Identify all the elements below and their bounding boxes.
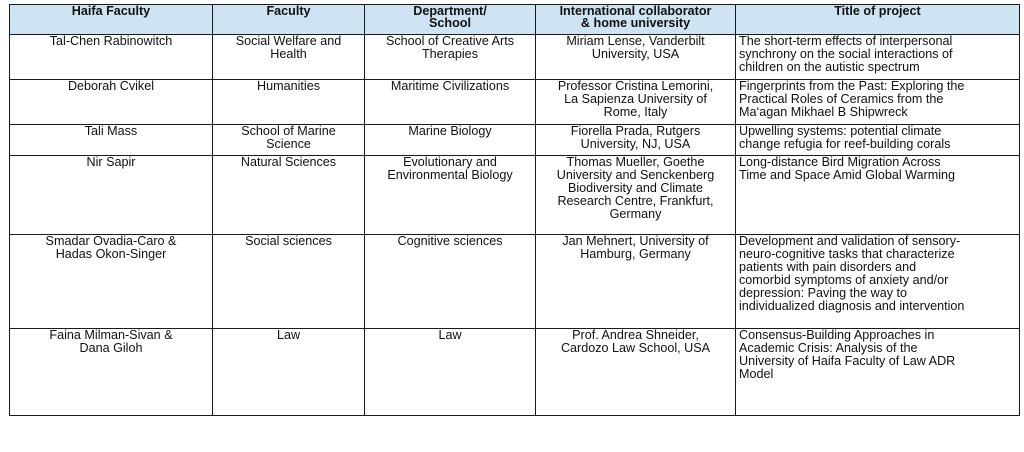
- table-row: [10, 35, 1020, 80]
- cell-faculty: School of Marine Science: [213, 125, 365, 156]
- cell-collaborator: Thomas Mueller, Goethe University and Senckenberg Biodiversity and Climate Research Centre, Frankfurt, Germany: [536, 156, 736, 235]
- cell-department: Marine Biology: [365, 125, 536, 156]
- cell-haifa-faculty: Nir Sapir: [10, 156, 213, 235]
- table-row: [10, 80, 1020, 125]
- cell-faculty: Social Welfare and Health: [213, 35, 365, 80]
- header-collaborator: International collaborator & home university: [536, 5, 736, 35]
- cell-title: Long-distance Bird Migration Across Time and Space Amid Global Warming: [736, 156, 1020, 235]
- cell-faculty: Humanities: [213, 80, 365, 125]
- cell-faculty: Natural Sciences: [213, 156, 365, 235]
- cell-faculty: Social sciences: [213, 235, 365, 329]
- table-row: [10, 125, 1020, 156]
- table-header-row: [10, 5, 1020, 35]
- table-row: [10, 235, 1020, 329]
- cell-faculty: Law: [213, 329, 365, 416]
- header-department: Department/ School: [365, 5, 536, 35]
- cell-haifa-faculty: Tali Mass: [10, 125, 213, 156]
- cell-collaborator: Jan Mehnert, University of Hamburg, Germany: [536, 235, 736, 329]
- cell-department: Evolutionary and Environmental Biology: [365, 156, 536, 235]
- cell-title: Development and validation of sensory- neuro-cognitive tasks that characterize patients with pain disorders and comorbid symptoms of anxiety and/or depression: Paving the way to individualized diagnosis and intervention: [736, 235, 1020, 329]
- cell-collaborator: Miriam Lense, Vanderbilt University, USA: [536, 35, 736, 80]
- cell-haifa-faculty: Smadar Ovadia-Caro & Hadas Okon-Singer: [10, 235, 213, 329]
- cell-haifa-faculty: Faina Milman-Sivan & Dana Giloh: [10, 329, 213, 416]
- cell-title: Fingerprints from the Past: Exploring the Practical Roles of Ceramics from the Ma‘agan Mikhael B Shipwreck: [736, 80, 1020, 125]
- cell-department: Law: [365, 329, 536, 416]
- table-row: [10, 329, 1020, 416]
- table-row: [10, 156, 1020, 235]
- cell-haifa-faculty: Tal-Chen Rabinowitch: [10, 35, 213, 80]
- cell-collaborator: Fiorella Prada, Rutgers University, NJ, USA: [536, 125, 736, 156]
- cell-haifa-faculty: Deborah Cvikel: [10, 80, 213, 125]
- cell-title: Upwelling systems: potential climate change refugia for reef-building corals: [736, 125, 1020, 156]
- cell-collaborator: Prof. Andrea Shneider, Cardozo Law School, USA: [536, 329, 736, 416]
- projects-table: [9, 4, 1020, 416]
- cell-title: The short-term effects of interpersonal synchrony on the social interactions of children on the autistic spectrum: [736, 35, 1020, 80]
- cell-department: Maritime Civilizations: [365, 80, 536, 125]
- cell-title: Consensus-Building Approaches in Academic Crisis: Analysis of the University of Haifa Faculty of Law ADR Model: [736, 329, 1020, 416]
- header-faculty: Faculty: [213, 5, 365, 35]
- cell-department: Cognitive sciences: [365, 235, 536, 329]
- cell-collaborator: Professor Cristina Lemorini, La Sapienza University of Rome, Italy: [536, 80, 736, 125]
- header-title: Title of project: [736, 5, 1020, 35]
- header-haifa-faculty: Haifa Faculty: [10, 5, 213, 35]
- cell-department: School of Creative Arts Therapies: [365, 35, 536, 80]
